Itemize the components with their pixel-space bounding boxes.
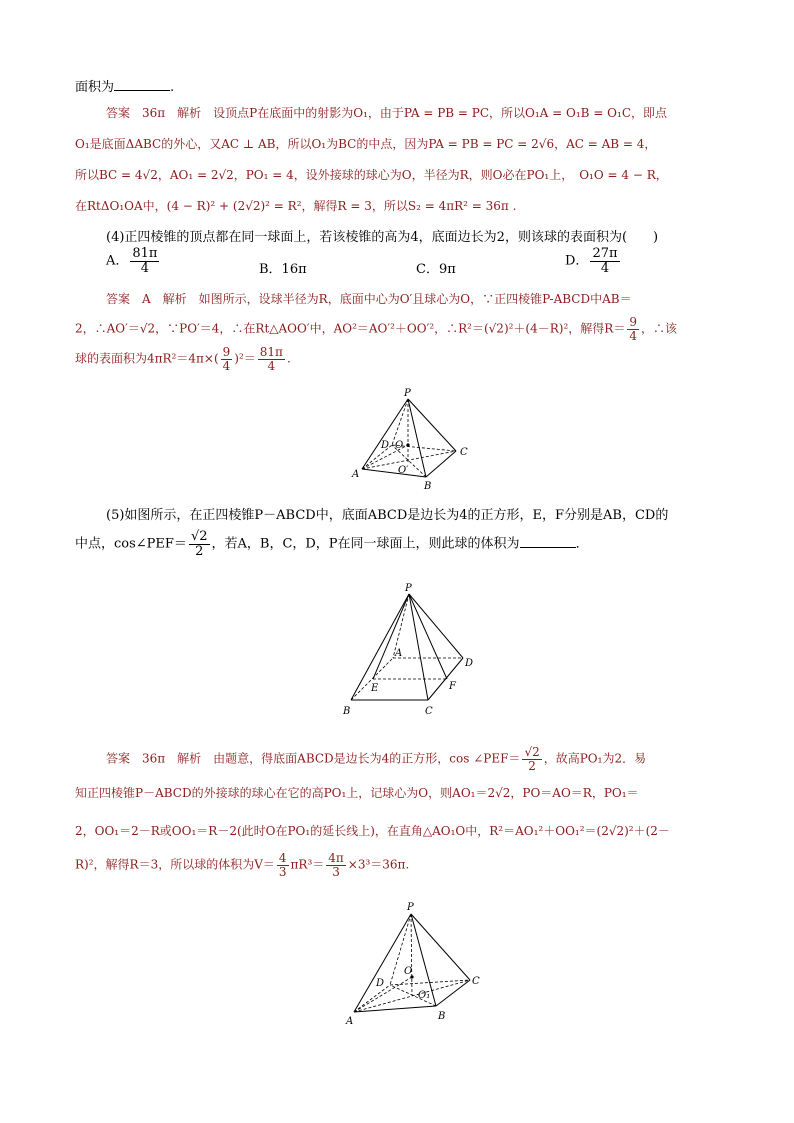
label-A: A — [346, 1016, 354, 1027]
q4-option-d: D． $\frac{27\pi}{4}$ — [565, 246, 618, 276]
figure-pyramid-1 — [340, 385, 480, 495]
q4-option-a: A． $\frac{81\pi}{4}$ — [106, 246, 158, 276]
figure-pyramid-2 — [335, 578, 490, 723]
label-P: P — [404, 388, 411, 399]
answer-blank — [520, 535, 576, 548]
q4-answer-line3: 球的表面积为4πR²＝4π×( $\frac{9}{4}$ )²＝ $\frac{81\pi}{4}$ . — [75, 345, 291, 373]
label-P: P — [405, 583, 412, 594]
q4-option-b: B．16π — [259, 262, 307, 277]
q5-answer-line1: 答案 36π 解析 由题意，得底面ABCD是边长为4的正方形，cos ∠PEF＝ $\frac{√2}{2}$ ，故高PO₁为2．易 — [106, 745, 647, 773]
q5-answer-line3: 2，OO₁＝2－R或OO₁＝R－2(此时O在PO₁的延长线上)，在直角△AO₁O中，R²＝AO₁²＋OO₁²＝(2√2)²＋(2－ — [75, 824, 670, 838]
label-D: D — [465, 658, 474, 669]
label-O1: O₁ — [418, 990, 431, 1001]
q3-answer-line2: O₁是底面ΔABC的外心，又AC ⊥ AB，所以O₁为BC的中点，因为PA = PB = PC = 2√6，AC = AB = 4， — [75, 137, 657, 151]
label-D: D — [376, 978, 385, 989]
label-B: B — [343, 706, 351, 717]
q3-answer-line1: 答案 36π 解析 设顶点P在底面中的射影为O₁，由于PA = PB = PC，所以O₁A = O₁B = O₁C，即点 — [106, 106, 668, 120]
label-O: O — [395, 440, 404, 451]
label-O: O — [404, 966, 413, 977]
label-F: F — [449, 681, 456, 692]
label-D: D — [381, 440, 390, 451]
label-C: C — [425, 706, 433, 717]
label-C: C — [472, 976, 480, 987]
q3-answer-line3: 所以BC = 4√2，AO₁ = 2√2，PO₁ = 4，设外接球的球心为O，半径为R，则O必在PO₁上， O₁O = 4 − R， — [75, 168, 668, 182]
q3-answer-line4: 在RtΔO₁OA中，(4 − R)² + (2√2)² = R²，解得R = 3，所以S₂ = 4πR² = 36π . — [75, 199, 517, 213]
label-E: E — [371, 683, 379, 694]
q5-answer-line4: R)²，解得R＝3，所以球的体积为V＝ $\frac{4}{3}$ πR³＝ $\frac{4\pi}{3}$ ×3³＝36π. — [75, 851, 410, 879]
label-B: B — [424, 481, 432, 492]
q3-tail: 面积为 . — [75, 80, 175, 95]
label-A: A — [395, 648, 403, 659]
label-B: B — [438, 1011, 446, 1022]
q4-stem: (4)正四棱锥的顶点都在同一球面上，若该棱锥的高为4，底面边长为2，则该球的表面积为( ) — [106, 230, 659, 245]
q4-option-c: C．9π — [416, 262, 456, 277]
q4-answer-line2: 2，∴AO′＝√2，∵PO′＝4，∴在Rt△AOO′中，AO²＝AO′²＋OO′²，∴R²＝(√2)²＋(4－R)²，解得R＝ $\frac{9}{4}$ ，∴该 — [75, 315, 677, 343]
q5-stem-line2: 中点，cos∠PEF＝ $\frac{√2}{2}$ ，若A，B，C，D，P在同一球面上，则此球的体积为 ． — [75, 529, 589, 559]
q4-answer-line1: 答案 A 解析 如图所示，设球半径为R，底面中心为O′且球心为O，∵正四棱锥P-ABCD中AB＝ — [106, 292, 632, 306]
label-P: P — [407, 902, 414, 913]
figure-pyramid-3 — [340, 898, 490, 1028]
answer-blank — [114, 78, 170, 91]
q5-stem-line1: (5)如图所示，在正四棱锥P－ABCD中，底面ABCD是边长为4的正方形，E，F分别是AB，CD的 — [106, 508, 669, 523]
q5-answer-line2: 知正四棱锥P－ABCD的外接球的球心在它的高PO₁上，记球心为O，则AO₁＝2√2，PO＝AO＝R，PO₁＝ — [75, 786, 639, 800]
label-C: C — [460, 447, 468, 458]
label-A: A — [352, 469, 360, 480]
label-O-prime: O′ — [398, 465, 409, 476]
